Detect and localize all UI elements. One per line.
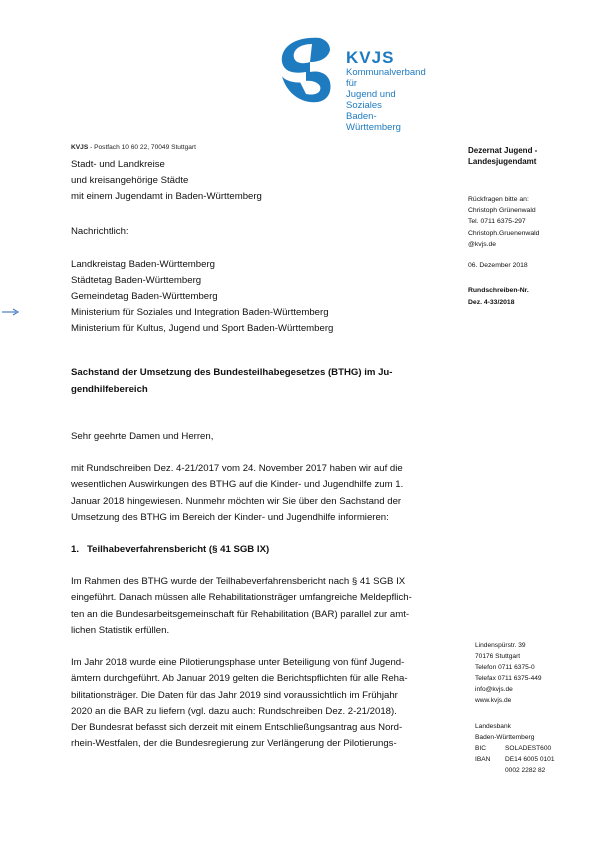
department-line: Dezernat Jugend - — [468, 146, 538, 155]
logo-subtitle-line: Baden-Württemberg — [346, 111, 401, 133]
logo-subtitle-line: Jugend und Soziales — [346, 89, 396, 111]
contact-line: Rückfragen bitte an: — [468, 196, 529, 203]
recipient-block — [71, 157, 262, 205]
cc-recipient-line: Städtetag Baden-Württemberg — [71, 275, 202, 286]
paragraph-line: ten an die Bundesarbeitsgemeinschaft für Rehabilitation (BAR) parallel zur amt- — [71, 608, 410, 620]
office-address-line: 70176 Stuttgart — [475, 653, 521, 660]
recipient-line: und kreisangehörige Städte — [71, 175, 189, 186]
contact-line: Christoph.Gruenenwald — [468, 229, 540, 237]
contact-line: Christoph Grünenwald — [468, 207, 536, 215]
circular-number — [468, 285, 529, 308]
paragraph-line: wesentlichen Auswirkungen des BTHG auf die Kinder- und Jugendhilfe zum 1. — [71, 479, 404, 491]
contact-line: Tel. 0711 6375-297 — [468, 218, 526, 226]
subject-line: Sachstand der Umsetzung des Bundesteilhabegesetzes (BTHG) im Ju- — [71, 367, 393, 378]
iban-row-cont — [475, 765, 555, 776]
cc-label: Nachrichtlich: — [71, 226, 129, 237]
cc-recipient-line: Ministerium für Soziales und Integration Baden-Württemberg — [71, 307, 329, 318]
section-heading: 1. Teilhabeverfahrensbericht (§ 41 SGB IX) — [71, 544, 270, 555]
logo-text — [346, 49, 426, 133]
paragraph-line: bilitationsträger. Die Daten für das Jahr 2019 sind voraussichtlich im Frühjahr — [71, 689, 398, 701]
paragraph-line: 2020 an die BAR zu liefern (vgl. dazu auch: Rundschreiben Dez. 2-21/2018). — [71, 705, 397, 717]
bic-value: SOLADEST600 — [505, 745, 552, 752]
cc-recipient-line: Ministerium für Kultus, Jugend und Sport Baden-Württemberg — [71, 323, 334, 334]
office-address-line: Telefax 0711 6375-449 — [475, 675, 542, 682]
letter-subject — [71, 365, 451, 398]
cc-recipient-line: Landkreistag Baden-Württemberg — [71, 259, 215, 270]
cc-recipient-block — [71, 257, 333, 337]
iban-value: DE14 6005 0101 — [505, 756, 555, 763]
logo-brand: KVJS — [346, 48, 395, 67]
kvjs-logo-icon — [276, 34, 336, 106]
contact-info — [468, 194, 539, 250]
contact-line: @kvjs.de — [468, 240, 497, 248]
department — [468, 145, 537, 167]
bank-name-line: Baden-Württemberg — [475, 734, 535, 741]
bank-details — [475, 721, 555, 776]
paragraph-line: Im Rahmen des BTHG wurde der Teilhabeverfahrensbericht nach § 41 SGB IX — [71, 576, 406, 587]
office-address-line: Telefon 0711 6375-0 — [475, 664, 535, 671]
circular-value: Dez. 4-33/2018 — [468, 298, 515, 306]
paragraph-pilot — [71, 655, 464, 753]
paragraph-report — [71, 574, 464, 639]
office-address-line: Lindenspürstr. 39 — [475, 642, 526, 649]
iban-value-cont: 0002 2282 82 — [505, 767, 546, 774]
paragraph-line: Umsetzung des BTHG im Bereich der Kinder- und Jugendhilfe informieren: — [71, 511, 389, 523]
subject-line: gendhilfebereich — [71, 383, 148, 395]
circular-label: Rundschreiben-Nr. — [468, 287, 529, 294]
cc-recipient-line: Gemeindetag Baden-Württemberg — [71, 291, 218, 302]
bic-label: BIC — [475, 745, 486, 752]
iban-row — [475, 754, 555, 765]
paragraph-line: ämtern durchgeführt. Ab Januar 2019 gelten die Berichtspflichten für alle Reha- — [71, 673, 408, 685]
department-line: Landesjugendamt — [468, 157, 537, 166]
paragraph-line: lichen Statistik erfüllen. — [71, 624, 170, 636]
letter-date: 06. Dezember 2018 — [468, 262, 528, 269]
office-email: info@kvjs.de — [475, 686, 513, 693]
paragraph-line: mit Rundschreiben Dez. 4-21/2017 vom 24. November 2017 haben wir auf die — [71, 463, 403, 474]
paragraph-line: eingeführt. Danach müssen alle Rehabilitationsträger umfangreiche Meldepflich- — [71, 592, 412, 604]
bank-name-line: Landesbank — [475, 723, 511, 730]
sender-address: - Postfach 10 60 22, 70049 Stuttgart — [88, 144, 197, 151]
paragraph-intro — [71, 461, 464, 526]
recipient-line: mit einem Jugendamt in Baden-Württemberg — [71, 191, 262, 202]
bic-row — [475, 743, 555, 754]
iban-label: IBAN — [475, 756, 491, 763]
paragraph-line: Der Bundesrat befasst sich derzeit mit einem Entschließungsantrag aus Nord- — [71, 722, 403, 734]
paragraph-line: Januar 2018 hingewiesen. Nunmehr möchten wir Sie über den Sachstand der — [71, 495, 402, 507]
paragraph-line: rhein-Westfalen, der die Bundesregierung zur Verlängerung der Pilotierungs- — [71, 738, 397, 750]
iban-spacer — [475, 765, 505, 776]
fold-mark-arrow-icon — [2, 308, 20, 316]
paragraph-line: Im Jahr 2018 wurde eine Pilotierungsphase unter Beteiligung von fünf Jugend- — [71, 657, 405, 668]
logo-subtitle-line: Kommunalverband für — [346, 67, 426, 89]
sender-org: KVJS — [71, 144, 89, 151]
office-website: www.kvjs.de — [475, 697, 512, 704]
office-address — [475, 640, 542, 706]
sender-line — [71, 144, 196, 151]
greeting: Sehr geehrte Damen und Herren, — [71, 431, 214, 442]
recipient-line: Stadt- und Landkreise — [71, 159, 165, 170]
logo-subtitle — [346, 67, 426, 133]
